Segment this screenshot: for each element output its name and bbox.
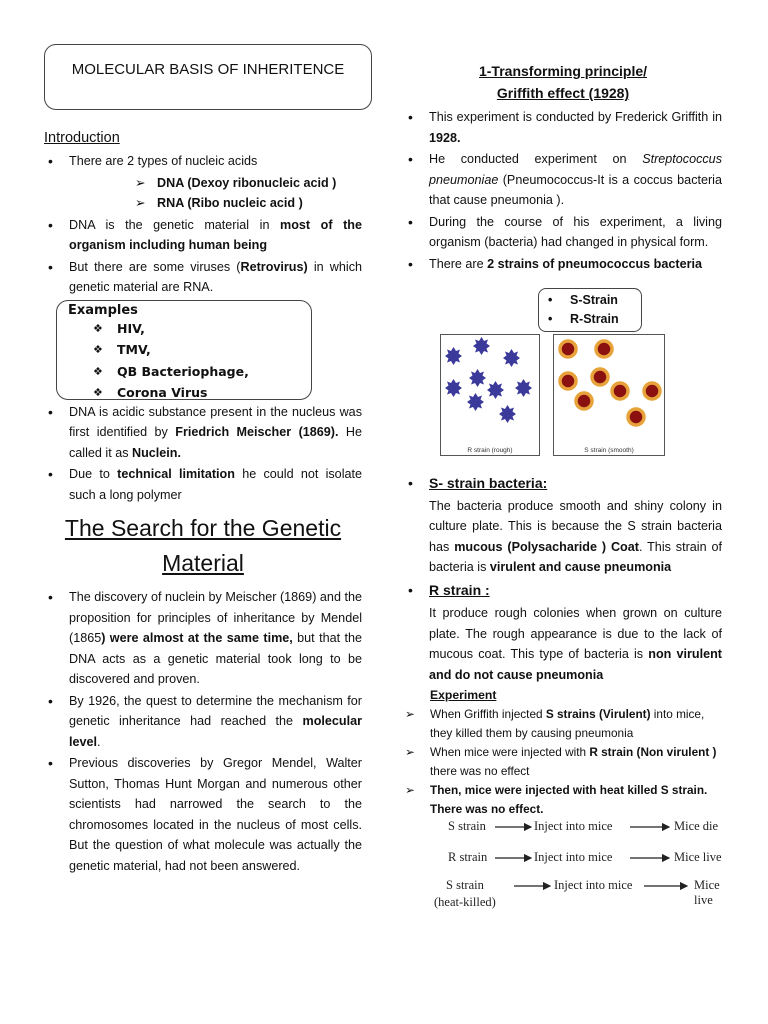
list-item bbox=[404, 580, 722, 602]
intro-list bbox=[44, 151, 362, 298]
list-item: • This experiment is conducted by Frederick Griffith in 1928. bbox=[404, 107, 722, 148]
r-strain-plate bbox=[440, 334, 540, 456]
list-item: • There are 2 strains of pneumococcus bacteria bbox=[404, 254, 722, 275]
list-item: ❖ TMV, bbox=[68, 339, 311, 361]
griffith-title-line2: Griffith effect (1928) bbox=[496, 85, 630, 101]
list-item: ➢ RNA (Ribo nucleic acid ) bbox=[69, 193, 362, 214]
r-strain-colonies-image bbox=[441, 335, 539, 441]
culture-plates bbox=[440, 334, 722, 458]
examples-box bbox=[56, 300, 312, 400]
list-item: ❖ Corona Virus bbox=[68, 382, 311, 404]
strain-legend bbox=[538, 288, 642, 332]
flow-row3-input: S strain bbox=[446, 878, 484, 892]
list-item: • There are 2 types of nucleic acids ➢ DNA (Dexoy ribonucleic acid ) ➢ RNA (Ribo nucleic acid ) bbox=[44, 151, 362, 214]
legend-item: • R-Strain bbox=[548, 310, 641, 329]
search-list bbox=[44, 587, 362, 876]
list-item: ➢ Then, mice were injected with heat killed S strain. There was no effect. bbox=[404, 781, 722, 818]
experiment-heading: Experiment bbox=[430, 688, 497, 702]
list-item: • But there are some viruses (Retrovirus) in which genetic material are RNA. bbox=[44, 257, 362, 298]
flow-row1-step: Inject into mice bbox=[534, 819, 613, 833]
list-item: • Due to technical limitation he could not isolate such a long polymer bbox=[44, 464, 362, 505]
flow-row2-step: Inject into mice bbox=[534, 850, 613, 864]
list-item: ❖ HIV, bbox=[68, 318, 311, 340]
list-item: • Previous discoveries by Gregor Mendel, Walter Sutton, Thomas Hunt Morgan and numerous other scientists had narrowed the search to the chromosomes located in the nucleus of most cells. But the question of what molecule was actually the genetic material, had not been answered. bbox=[44, 753, 362, 876]
list-item: ➢ DNA (Dexoy ribonucleic acid ) bbox=[69, 173, 362, 194]
list-item: ❖ QB Bacteriophage, bbox=[68, 361, 311, 383]
right-column bbox=[404, 60, 722, 923]
list-item: • He conducted experiment on Streptococcus pneumoniae (Pneumococcus-It is a coccus bacteria that cause pneumonia ). bbox=[404, 149, 722, 211]
r-strain-heading: R strain : bbox=[429, 581, 490, 598]
page-title: MOLECULAR BASIS OF INHERITENCE bbox=[71, 61, 345, 78]
left-column bbox=[44, 44, 362, 877]
r-strain-paragraph: It produce rough colonies when grown on culture plate. The rough appearance is due to the lack of mucous coat. This type of bacteria is non virulent and do not cause pneumonia bbox=[429, 606, 722, 682]
meischer-list bbox=[44, 402, 362, 506]
legend-item: • S-Strain bbox=[548, 291, 641, 310]
nucleic-acid-types bbox=[69, 173, 362, 214]
s-strain-paragraph: The bacteria produce smooth and shiny colony in culture plate. This is because the S strain bacteria has mucous (Polysacharide ) Coat. This strain of bacteria is virulent and cause pneumonia bbox=[429, 498, 722, 574]
list-item: • The discovery of nuclein by Meischer (1869) and the proposition for principles of inheritance by Mendel (1865) were almost at the same time, but that the DNA acts as a genetic material took long to be discovered and proven. bbox=[44, 587, 362, 690]
list-item: • DNA is acidic substance present in the nucleus was first identified by Friedrich Meischer (1869). He called it as Nuclein. bbox=[44, 402, 362, 464]
list-item bbox=[404, 473, 722, 495]
griffith-list bbox=[404, 107, 722, 274]
flow-row1-input: S strain bbox=[448, 819, 486, 833]
flow-row3-result: Mice live bbox=[694, 878, 720, 907]
intro-heading: Introduction bbox=[44, 130, 120, 146]
flow-row2-input: R strain bbox=[448, 850, 488, 864]
list-item: ➢ When mice were injected with R strain (Non virulent ) there was no effect bbox=[404, 743, 722, 780]
examples-list bbox=[68, 318, 311, 404]
s-strain-colonies-image bbox=[554, 335, 664, 441]
r-strain-plate-caption: R strain (rough) bbox=[467, 447, 513, 454]
s-strain-heading: S- strain bacteria: bbox=[429, 475, 548, 491]
flow-row3-step: Inject into mice bbox=[554, 878, 633, 892]
list-item: • By 1926, the quest to determine the mechanism for genetic inheritance had reached the molecular level. bbox=[44, 691, 362, 753]
examples-heading: Examples bbox=[68, 302, 138, 318]
flow-row2-result: Mice live bbox=[674, 850, 722, 864]
r-strain-section bbox=[404, 580, 722, 602]
flow-row1-result: Mice die bbox=[674, 819, 719, 833]
s-strain-section bbox=[404, 473, 722, 495]
list-item: ➢ When Griffith injected S strains (Virulent) into mice, they killed them by causing pneumonia bbox=[404, 705, 722, 742]
s-strain-plate-caption: S strain (smooth) bbox=[584, 447, 634, 454]
list-item: • DNA is the genetic material in most of the organism including human being bbox=[44, 215, 362, 256]
title-box bbox=[44, 44, 372, 110]
section-title: The Search for the Genetic Material bbox=[64, 515, 342, 576]
experiment-list bbox=[404, 705, 722, 818]
list-item: • During the course of his experiment, a living organism (bacteria) had changed in physical form. bbox=[404, 212, 722, 253]
s-strain-plate bbox=[553, 334, 665, 456]
flow-row3-note: (heat-killed) bbox=[434, 895, 496, 909]
experiment-flow-diagram bbox=[404, 819, 722, 923]
griffith-title-line1: 1-Transforming principle/ bbox=[478, 63, 648, 79]
